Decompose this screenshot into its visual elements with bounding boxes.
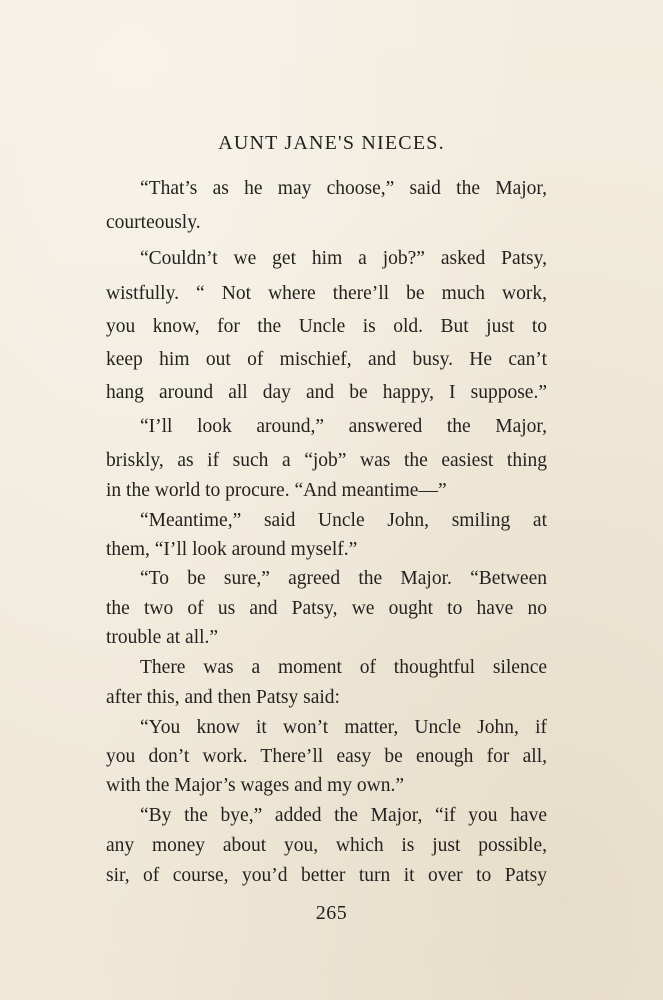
- text-line: you know, for the Uncle is old. But just to: [106, 316, 547, 337]
- text-line: “I’ll look around,” answered the Major,: [140, 416, 547, 437]
- text-line: wistfully. “ Not where there’ll be much work,: [106, 283, 547, 304]
- text-line: “That’s as he may choose,” said the Major,: [140, 178, 547, 199]
- page-number: 265: [315, 902, 348, 924]
- text-line: the two of us and Patsy, we ought to have no: [106, 598, 547, 619]
- text-line: “Couldn’t we get him a job?” asked Patsy,: [140, 248, 547, 269]
- text-line: briskly, as if such a “job” was the easiest thing: [106, 450, 547, 471]
- text-line: keep him out of mischief, and busy. He can’t: [106, 349, 547, 370]
- running-header: AUNT JANE'S NIECES.: [218, 132, 445, 154]
- text-line: in the world to procure. “And meantime—”: [106, 480, 447, 501]
- text-line: them, “I’ll look around myself.”: [106, 539, 358, 560]
- text-line: trouble at all.”: [106, 627, 219, 648]
- text-line: with the Major’s wages and my own.”: [106, 775, 405, 796]
- text-line: after this, and then Patsy said:: [106, 687, 340, 708]
- text-line: courteously.: [106, 212, 201, 233]
- text-line: “You know it won’t matter, Uncle John, if: [140, 717, 547, 738]
- text-line: hang around all day and be happy, I suppose.”: [106, 382, 547, 403]
- text-line: sir, of course, you’d better turn it over to Patsy: [106, 865, 547, 886]
- text-line: you don’t work. There’ll easy be enough for all,: [106, 746, 547, 767]
- text-line: “To be sure,” agreed the Major. “Between: [140, 568, 547, 589]
- text-line: There was a moment of thoughtful silence: [140, 657, 547, 678]
- text-line: “By the bye,” added the Major, “if you have: [140, 805, 547, 826]
- text-line: “Meantime,” said Uncle John, smiling at: [140, 510, 547, 531]
- text-line: any money about you, which is just possible,: [106, 835, 547, 856]
